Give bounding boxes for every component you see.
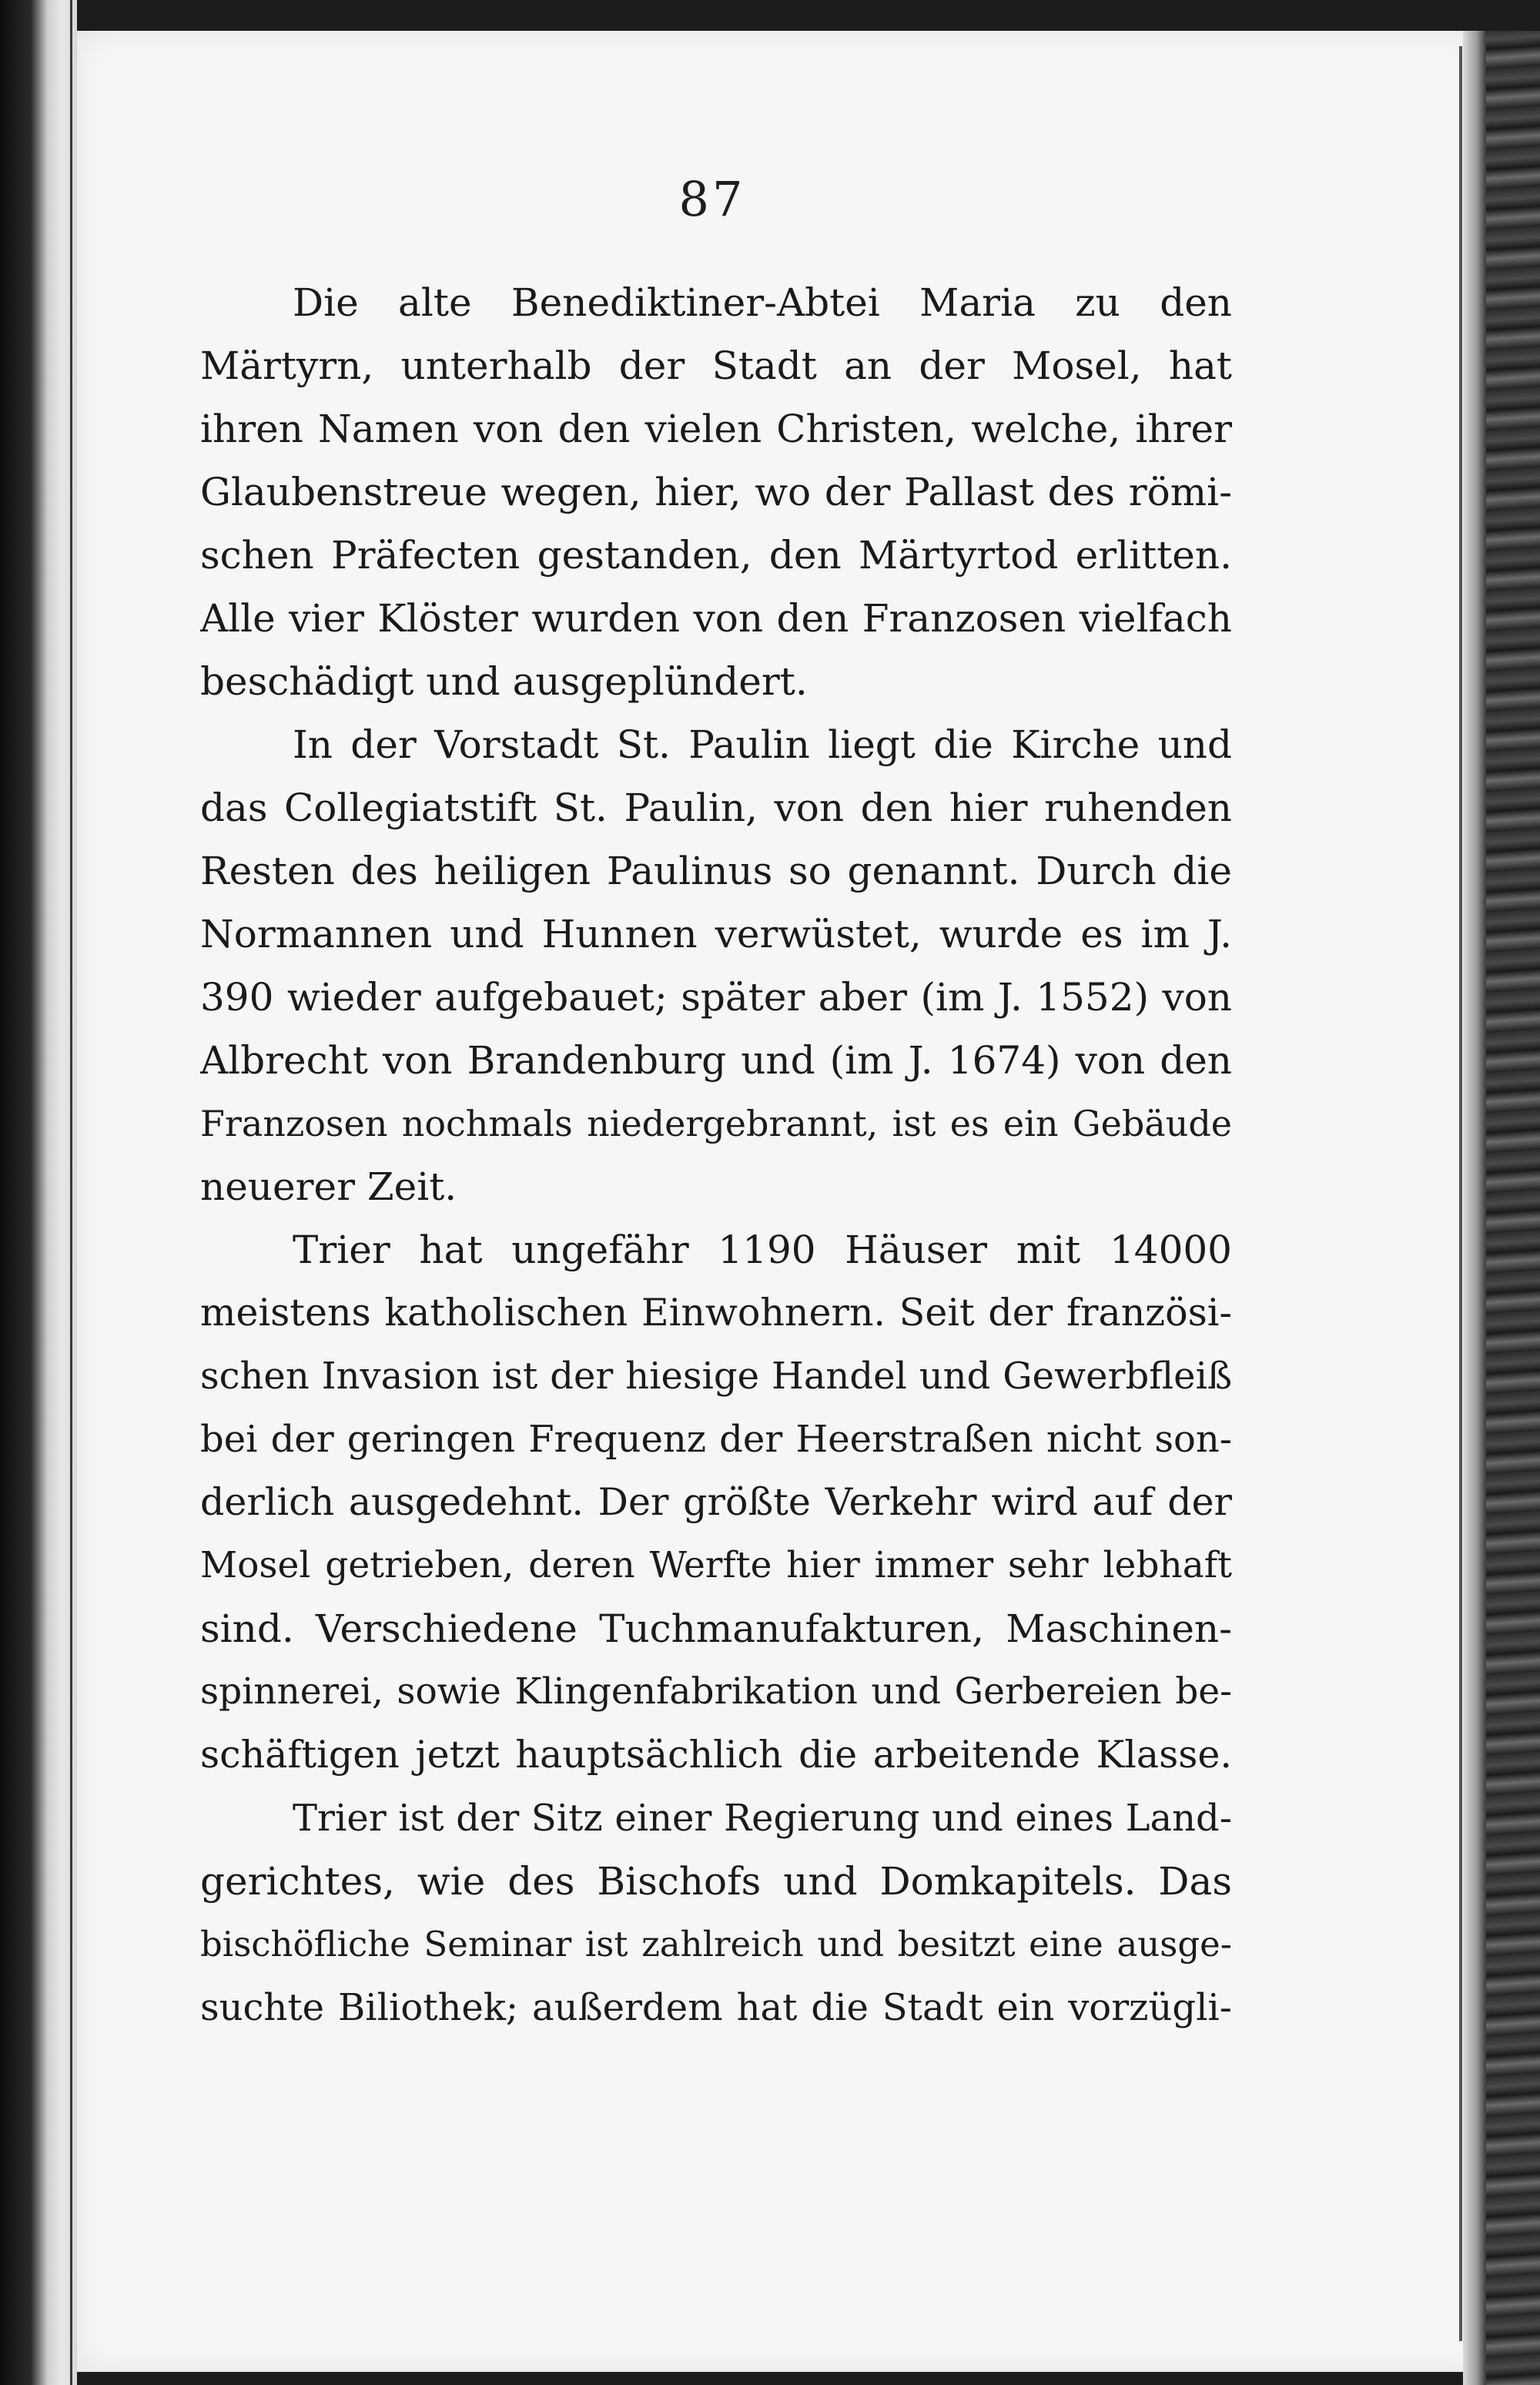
text-line: schen Präfecten gestanden, den Märtyrtod erlitten. [200,533,1232,578]
text-line: meistens katholischen Einwohnern. Seit der französi- [200,1291,1232,1335]
body-text [200,271,1232,2065]
text-line: Die alte Benediktiner-Abtei Maria zu den [293,280,1232,325]
page-edge-line [1459,46,1462,2341]
text-line: Resten des heiligen Paulinus so genannt. Durch die [200,849,1232,893]
text-line: suchte Biliothek; außerdem hat die Stadt ein vorzügli- [200,1986,1232,2029]
text-line: schen Invasion ist der hiesige Handel und Gewerbfleiß [200,1355,1232,1398]
left-binding-gutter [0,0,77,2385]
text-line: gerichtes, wie des Bischofs und Domkapitels. Das [200,1859,1232,1904]
text-line: Normannen und Hunnen verwüstet, wurde es im J. [200,912,1232,956]
text-line: das Collegiatstift St. Paulin, von den hier ruhenden [200,786,1232,830]
text-line: In der Vorstadt St. Paulin liegt die Kirche und [293,722,1232,767]
text-line: Alle vier Klöster wurden von den Franzosen vielfach [200,596,1232,641]
text-line: beschädigt und ausgeplündert. [200,659,808,704]
book-cover-edge [1463,31,1540,2385]
text-line: spinnerei, sowie Klingenfabrikation und Gerbereien be- [200,1670,1232,1713]
text-line: ihren Namen von den vielen Christen, welche, ihrer [200,407,1232,451]
text-line: derlich ausgedehnt. Der größte Verkehr wird auf der [200,1480,1232,1524]
text-line: Glaubenstreue wegen, hier, wo der Pallast des römi- [200,470,1232,514]
text-line: schäftigen jetzt hauptsächlich die arbeitende Klasse. [200,1733,1232,1777]
page-number: 87 [678,171,746,227]
text-line: Trier ist der Sitz einer Regierung und eines Land- [293,1797,1232,1840]
text-line: Franzosen nochmals niedergebrannt, ist es ein Gebäude [200,1103,1232,1144]
text-line: bei der geringen Frequenz der Heerstraßen nicht son- [200,1418,1232,1461]
text-line: Märtyrn, unterhalb der Stadt an der Mosel, hat [200,343,1232,388]
text-line: Trier hat ungefähr 1190 Häuser mit 14000 [293,1228,1232,1272]
text-line: neuerer Zeit. [200,1164,457,1209]
text-line: sind. Verschiedene Tuchmanufakturen, Maschinen- [200,1606,1232,1651]
text-line: Albrecht von Brandenburg und (im J. 1674) von den [200,1038,1232,1083]
text-line: Mosel getrieben, deren Werfte hier immer sehr lebhaft [200,1544,1232,1586]
text-line: bischöfliche Seminar ist zahlreich und besitzt eine ausge- [200,1924,1232,1965]
text-line: 390 wieder aufgebauet; später aber (im J. 1552) von [200,975,1232,1020]
